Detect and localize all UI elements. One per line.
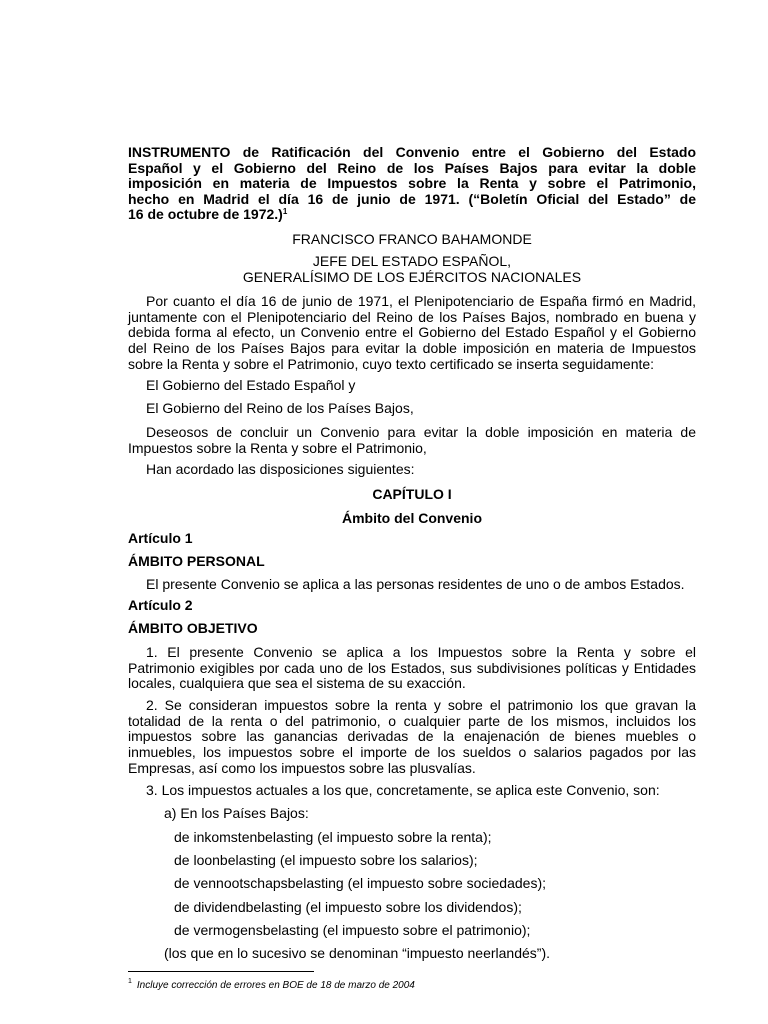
preamble-line: sobre la Renta y sobre el Patrimonio, cuyo texto certificado se inserta seguidamente: <box>128 355 655 372</box>
preamble-line: del Reino de los Países Bajos para evitar la doble imposición en materia de Impuestos <box>128 340 696 357</box>
tax-list-item: de dividendbelasting (el impuesto sobre los dividendos); <box>174 899 522 915</box>
article-2-paragraph-2 <box>128 698 696 777</box>
office-line-2: GENERALÍSIMO DE LOS EJÉRCITOS NACIONALES <box>242 269 582 285</box>
paragraph-line: 1. El presente Convenio se aplica a los Impuestos sobre la Renta y sobre el <box>146 644 696 660</box>
party-spain: El Gobierno del Estado Español y <box>146 377 356 393</box>
document-title <box>128 145 696 223</box>
preamble-line: Por cuanto el día 16 de junio de 1971, el Plenipotenciario de España firmó en Madrid, <box>146 293 696 309</box>
article-1-heading: Artículo 1 <box>128 530 193 546</box>
desire-paragraph <box>128 425 696 456</box>
paragraph-line: locales, cualquiera que sea el sistema de su exacción. <box>128 675 466 692</box>
footnote-divider <box>128 971 314 972</box>
tax-list-item: de vermogensbelasting (el impuesto sobre el patrimonio); <box>174 922 531 938</box>
article-2-paragraph-3: 3. Los impuestos actuales a los que, concretamente, se aplica este Convenio, son: <box>146 782 660 798</box>
article-1-subheading: ÁMBITO PERSONAL <box>128 553 265 569</box>
paragraph-line: Empresas, así como los impuestos sobre las plusvalías. <box>128 759 476 776</box>
item-a-netherlands: a) En los Países Bajos: <box>164 805 309 821</box>
tax-list-closing: (los que en lo sucesivo se denominan “impuesto neerlandés”). <box>164 945 550 961</box>
tax-list-item: de loonbelasting (el impuesto sobre los salarios); <box>174 852 478 868</box>
paragraph-line: Patrimonio exigibles por cada uno de los Estados, sus subdivisiones políticas y Entidades <box>128 659 696 676</box>
title-line: INSTRUMENTO de Ratificación del Convenio entre el Gobierno del Estado <box>128 144 696 160</box>
article-2-subheading: ÁMBITO OBJETIVO <box>128 620 258 636</box>
tax-list-item: de vennootschapsbelasting (el impuesto sobre sociedades); <box>174 875 547 891</box>
head-of-state: FRANCISCO FRANCO BAHAMONDE <box>292 231 532 247</box>
desire-line: Impuestos sobre la Renta y sobre el Patrimonio, <box>128 439 427 456</box>
desire-line: Deseosos de concluir un Convenio para evitar la doble imposición en materia de <box>146 424 696 440</box>
preamble-line: debida forma al efecto, un Convenio entre el Gobierno del Estado Español y el Gobierno <box>128 324 696 341</box>
office-line-1: JEFE DEL ESTADO ESPAÑOL, <box>312 253 512 269</box>
article-2-paragraph-1 <box>128 645 696 692</box>
footnote-number: 1 <box>128 978 132 985</box>
chapter-title: Ámbito del Convenio <box>342 510 482 526</box>
footnote <box>128 980 415 991</box>
title-line: Español y el Gobierno del Reino de los Países Bajos para evitar la doble <box>128 159 696 176</box>
party-netherlands: El Gobierno del Reino de los Países Bajos, <box>146 400 414 416</box>
article-1-text: El presente Convenio se aplica a las personas residentes de uno o de ambos Estados. <box>146 576 685 592</box>
title-line: imposición en materia de Impuestos sobre la Renta y sobre el Patrimonio, <box>128 175 696 191</box>
preamble-line: juntamente con el Plenipotenciario del Reino de los Países Bajos, nombrado en buena y <box>128 308 696 325</box>
paragraph-line: 2. Se consideran impuestos sobre la renta y sobre el patrimonio los que gravan la <box>146 697 696 713</box>
tax-list-item: de inkomstenbelasting (el impuesto sobre la renta); <box>174 829 492 845</box>
preamble-paragraph <box>128 294 696 373</box>
paragraph-line: impuestos sobre las ganancias derivadas de la enajenación de bienes muebles o <box>128 728 696 745</box>
agreed-text: Han acordado las disposiciones siguientes: <box>146 461 415 477</box>
article-2-heading: Artículo 2 <box>128 597 193 613</box>
paragraph-line: totalidad de la renta o del patrimonio, o cualquier parte de los mismos, incluidos los <box>128 712 696 729</box>
title-line <box>128 207 696 223</box>
chapter-heading: CAPÍTULO I <box>372 486 452 502</box>
paragraph-line: inmuebles, los impuestos sobre el importe de los sueldos o salarios pagados por las <box>128 744 696 761</box>
title-line: hecho en Madrid el día 16 de junio de 1971. (“Boletín Oficial del Estado” de <box>128 190 696 207</box>
document-page <box>128 0 696 1024</box>
title-line-text: 16 de octubre de 1972.) <box>128 206 283 222</box>
footnote-text: Incluye corrección de errores en BOE de 18 de marzo de 2004 <box>136 980 415 991</box>
footnote-reference[interactable]: 1 <box>282 207 288 216</box>
